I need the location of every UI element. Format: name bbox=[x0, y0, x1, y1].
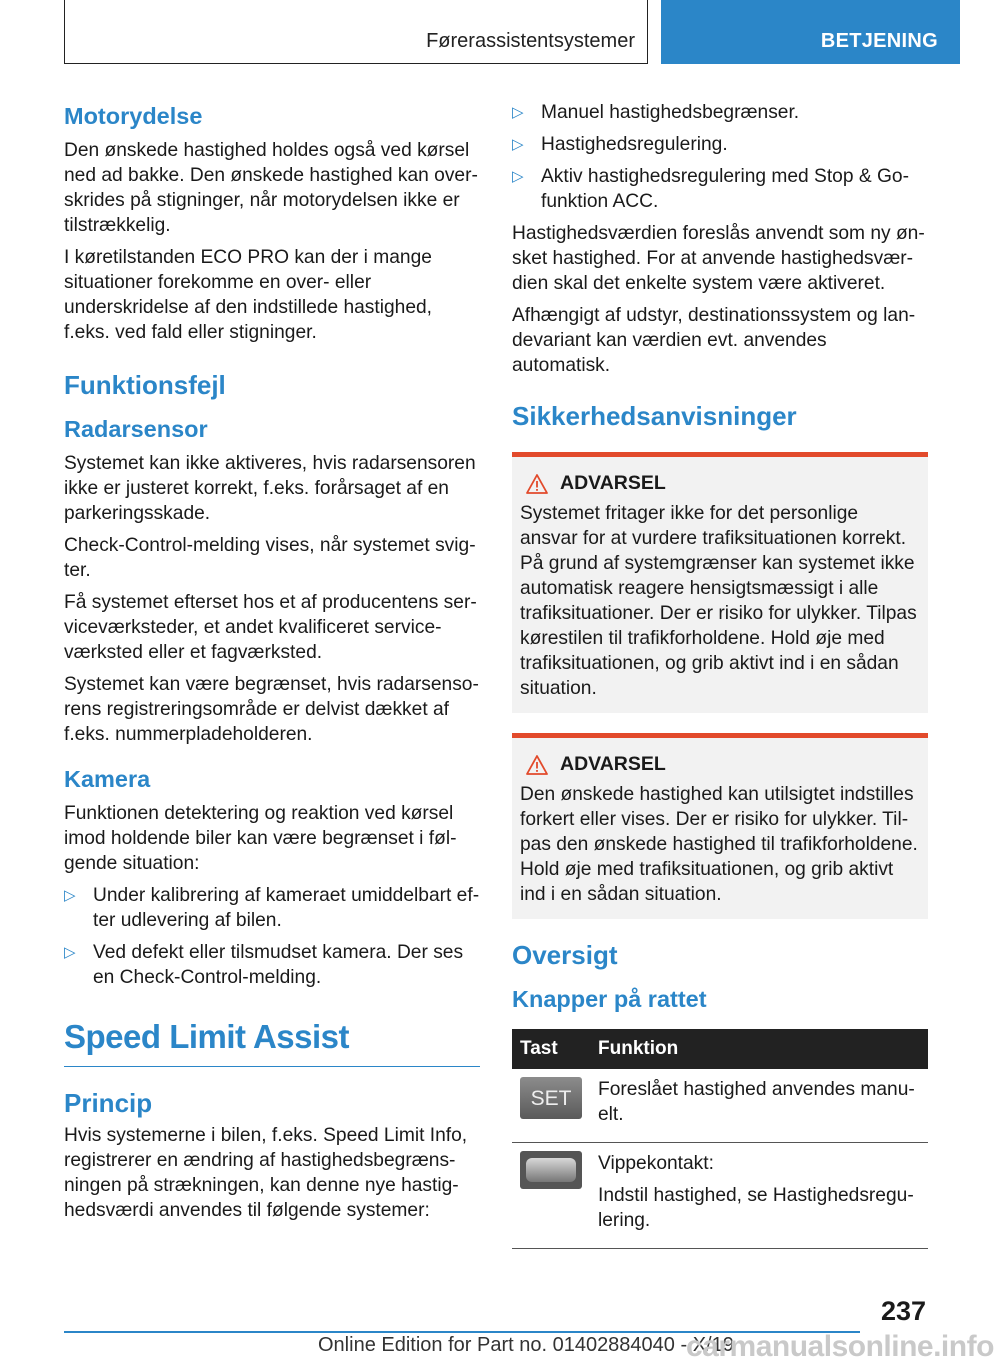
header-chapter-title: BETJENING bbox=[820, 30, 938, 52]
paragraph: Få systemet efterset hos et af producentens serviceværksteder, et andet kvalificeret serviceværksted eller et fagværksted. bbox=[64, 592, 477, 663]
footer-edition: Online Edition for Part no. 01402884040 - X/19 bbox=[318, 1334, 734, 1356]
bullet-triangle-icon: ▷ bbox=[512, 136, 524, 153]
heading-motorydelse: Motorydelse bbox=[64, 103, 203, 129]
set-key-icon: SET bbox=[520, 1077, 582, 1119]
paragraph: Check-Control-melding vises, når systemet svigter. bbox=[64, 535, 476, 581]
bullet-triangle-icon: ▷ bbox=[512, 104, 524, 121]
bullet-triangle-icon: ▷ bbox=[64, 887, 76, 904]
warning-box bbox=[512, 733, 928, 919]
paragraph: I køretilstanden ECO PRO kan der i mange situationer forekomme en over- eller underskridelse af den indstillede hastighed, f.eks. ved fald eller stigninger. bbox=[64, 247, 433, 343]
header-chapter-tab bbox=[661, 0, 960, 64]
table-row bbox=[512, 1143, 928, 1249]
table-cell: Indstil hastighed, se Hastighedsregulering. bbox=[598, 1185, 914, 1231]
table-header-row bbox=[512, 1029, 928, 1069]
list-item: ▷ Hastighedsregulering. bbox=[512, 134, 728, 155]
heading-funktionsfejl: Funktionsfejl bbox=[64, 370, 226, 400]
list-item: ▷ Ved defekt eller tilsmudset kamera. Der ses en Check-Control-melding. bbox=[64, 942, 464, 988]
heading-speed-limit-assist: Speed Limit Assist bbox=[64, 1016, 480, 1067]
header-section-box bbox=[64, 0, 648, 64]
header-section-title: Førerassistentsystemer bbox=[426, 30, 635, 52]
warning-text: Den ønskede hastighed kan utilsigtet indstilles forkert eller vises. Der er risiko for ulykker. Tilpas den ønskede hastighed til trafikforholdene. Hold øje med trafiksituationen, og grib aktivt ind i en sådan situation. bbox=[520, 784, 918, 905]
heading-oversigt: Oversigt bbox=[512, 940, 618, 970]
heading-sikkerhedsanvisninger: Sikkerhedsanvisninger bbox=[512, 401, 797, 431]
table-header-funktion: Funktion bbox=[590, 1029, 928, 1069]
watermark: carmanualsonline.info bbox=[686, 1330, 994, 1363]
paragraph: Systemet kan ikke aktiveres, hvis radarsensoren ikke er justeret korrekt, f.eks. forårsaget af en parkeringsskade. bbox=[64, 453, 476, 524]
heading-princip: Princip bbox=[64, 1088, 153, 1118]
list-item: ▷ Manuel hastighedsbegrænser. bbox=[512, 102, 800, 123]
bullet-triangle-icon: ▷ bbox=[512, 168, 524, 185]
paragraph: Hastighedsværdien foreslås anvendt som ny ønsket hastighed. For at anvende hastighedsværdien skal det enkelte system være aktiveret. bbox=[512, 223, 925, 294]
warning-text: Systemet fritager ikke for det personlige ansvar for at vurdere trafiksituationen korrekt. På grund af systemgrænser kan systemet ikke automatisk reagere hensigtsmæssigt i alle trafiksituationer. Der er risiko for ulykker. Tilpas kørestilen til trafikforholdene. Hold øje med trafiksituationen, og grib aktivt ind i en sådan situation. bbox=[520, 503, 917, 699]
rocker-switch-icon bbox=[520, 1151, 582, 1189]
heading-radarsensor: Radarsensor bbox=[64, 416, 208, 442]
warning-title: ADVARSEL bbox=[560, 472, 666, 494]
paragraph: Hvis systemerne i bilen, f.eks. Speed Limit Info, registrerer en ændring af hastighedsbegrænsningen på strækningen, kan denne nye hastighedsværdi anvendes til følgende systemer: bbox=[64, 1125, 468, 1221]
list-item: ▷ Under kalibrering af kameraet umiddelbart efter udlevering af bilen. bbox=[64, 885, 480, 931]
paragraph: Systemet kan være begrænset, hvis radarsensorens registreringsområde er delvist dækket af f.eks. nummerpladeholderen. bbox=[64, 674, 479, 745]
warning-box bbox=[512, 452, 928, 713]
right-column bbox=[512, 100, 928, 1249]
paragraph: Den ønskede hastighed holdes også ved kørsel ned ad bakke. Den ønskede hastighed kan overskrides på stigninger, når motorydelsen ikke er tilstrækkelig. bbox=[64, 140, 478, 236]
paragraph: Funktionen detektering og reaktion ved kørsel imod holdende biler kan være begrænset i følgende situation: bbox=[64, 803, 457, 874]
paragraph: Afhængigt af udstyr, destinationssystem og landevariant kan værdien evt. anvendes automatisk. bbox=[512, 305, 916, 376]
warning-triangle-icon bbox=[526, 474, 548, 494]
warning-triangle-icon bbox=[526, 755, 548, 775]
table-header-tast: Tast bbox=[512, 1029, 590, 1069]
table-cell: Vippekontakt: bbox=[598, 1153, 714, 1174]
warning-title: ADVARSEL bbox=[560, 753, 666, 775]
table-row bbox=[512, 1069, 928, 1143]
buttons-table bbox=[512, 1029, 928, 1249]
heading-knapper-paa-rattet: Knapper på rattet bbox=[512, 986, 707, 1012]
heading-kamera: Kamera bbox=[64, 766, 151, 792]
table-cell: Foreslået hastighed anvendes manuelt. bbox=[598, 1079, 915, 1125]
left-column bbox=[64, 100, 480, 1230]
list-item: ▷ Aktiv hastighedsregulering med Stop & Go-funktion ACC. bbox=[512, 166, 909, 212]
page-number: 237 bbox=[880, 1296, 926, 1326]
bullet-triangle-icon: ▷ bbox=[64, 944, 76, 961]
